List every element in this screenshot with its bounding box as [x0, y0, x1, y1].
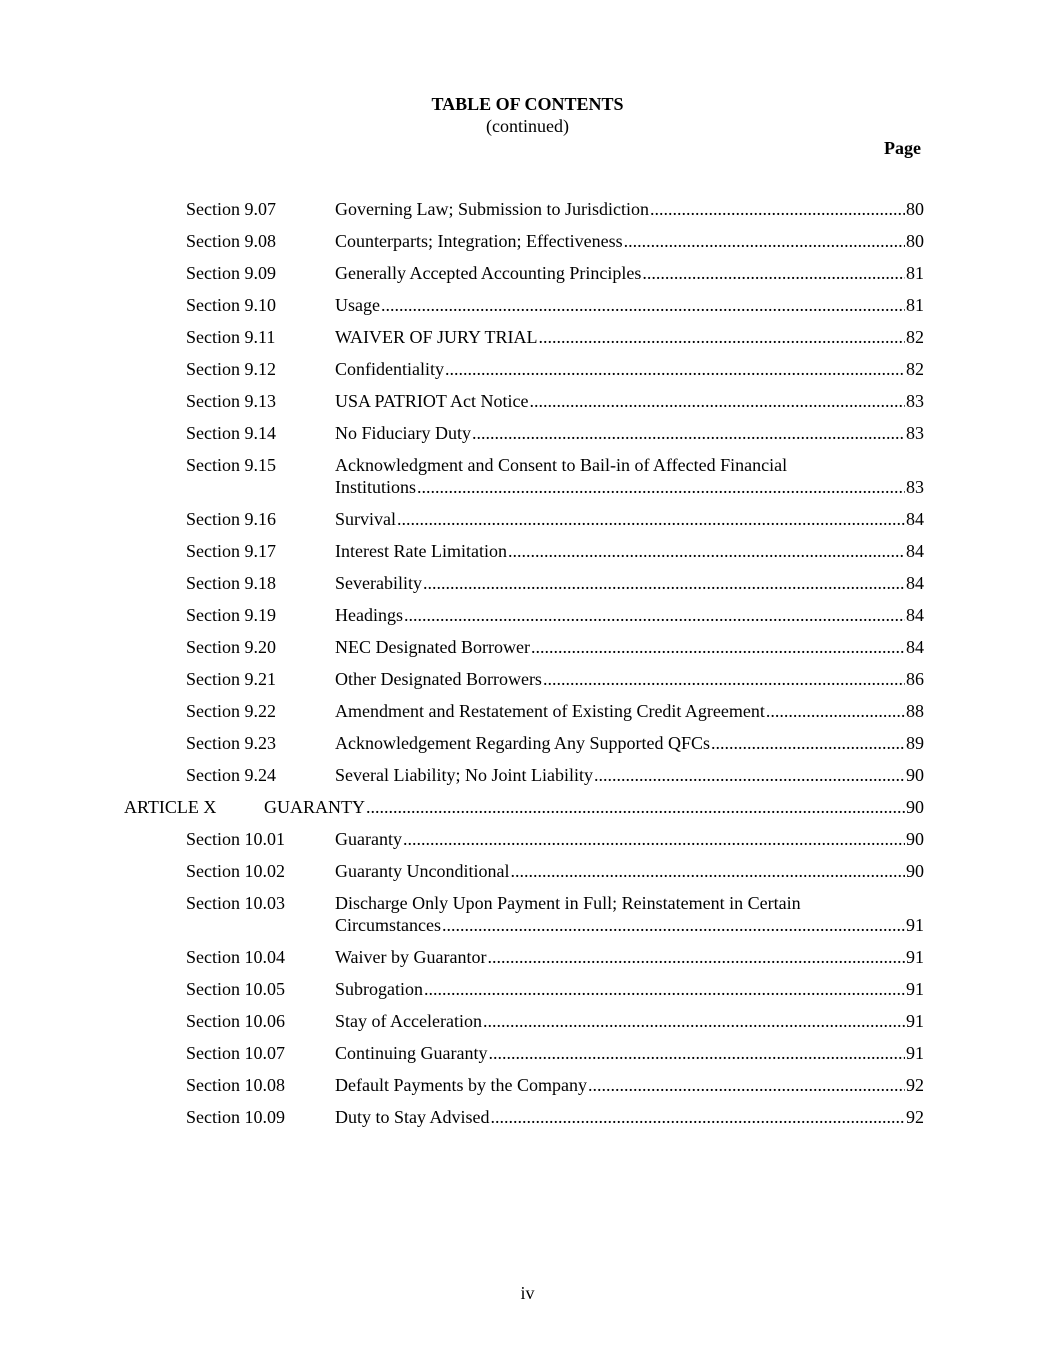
toc-section-number: Section 9.15	[186, 455, 276, 475]
toc-article-title: GUARANTY	[264, 797, 365, 817]
toc-page-number: 83	[906, 477, 924, 497]
toc-section-title: Acknowledgement Regarding Any Supported QFCs	[335, 733, 710, 753]
toc-entry[interactable]	[0, 946, 1055, 978]
toc-section-title: Governing Law; Submission to Jurisdiction	[335, 199, 649, 219]
toc-section-number: Section 9.11	[186, 327, 276, 347]
toc-section-title: Confidentiality	[335, 359, 444, 379]
toc-entry[interactable]	[0, 978, 1055, 1010]
toc-page-number: 90	[906, 765, 924, 785]
toc-page-number: 92	[906, 1107, 924, 1127]
dot-leader	[711, 732, 905, 754]
toc-entry[interactable]	[0, 604, 1055, 636]
toc-page-number: 90	[906, 797, 924, 817]
toc-section-title: Institutions	[335, 477, 417, 497]
toc-section-number: Section 9.12	[186, 359, 276, 379]
dot-leader	[403, 828, 905, 850]
toc-entry[interactable]	[0, 508, 1055, 540]
toc-section-number: Section 9.09	[186, 263, 276, 283]
dot-leader	[491, 1106, 905, 1128]
toc-section-number: Section 9.23	[186, 733, 276, 753]
dot-leader	[445, 358, 905, 380]
toc-article-number: ARTICLE X	[124, 797, 217, 817]
toc-section-title: WAIVER OF JURY TRIAL	[335, 327, 538, 347]
dot-leader	[594, 764, 905, 786]
toc-section-number: Section 9.21	[186, 669, 276, 689]
toc-entry[interactable]	[0, 700, 1055, 732]
toc-page-number: 84	[906, 605, 924, 625]
toc-section-number: Section 10.03	[186, 893, 285, 913]
dot-leader	[366, 796, 905, 818]
toc-entry[interactable]	[0, 390, 1055, 422]
toc-entry[interactable]	[0, 636, 1055, 668]
toc-entry[interactable]	[0, 1074, 1055, 1106]
toc-page-number: 91	[906, 1011, 924, 1031]
dot-leader	[766, 700, 905, 722]
toc-page-number: 88	[906, 701, 924, 721]
toc-page-number: 84	[906, 509, 924, 529]
toc-section-title: Counterparts; Integration; Effectiveness	[335, 231, 623, 251]
toc-section-number: Section 9.22	[186, 701, 276, 721]
toc-page-number: 90	[906, 861, 924, 881]
toc-section-title: Severability	[335, 573, 422, 593]
toc-section-number: Section 10.09	[186, 1107, 285, 1127]
toc-entry[interactable]	[0, 860, 1055, 892]
toc-section-number: Section 9.13	[186, 391, 276, 411]
toc-section-number: Section 10.05	[186, 979, 285, 999]
toc-section-number: Section 9.18	[186, 573, 276, 593]
toc-section-number: Section 10.01	[186, 829, 285, 849]
toc-section-number: Section 10.06	[186, 1011, 285, 1031]
toc-section-number: Section 9.08	[186, 231, 276, 251]
toc-page-number: 83	[906, 391, 924, 411]
toc-page-number: 81	[906, 263, 924, 283]
dot-leader	[488, 1042, 905, 1064]
toc-section-title: Survival	[335, 509, 396, 529]
toc-entry[interactable]	[0, 422, 1055, 454]
toc-section-title: No Fiduciary Duty	[335, 423, 471, 443]
toc-title: TABLE OF CONTENTS	[431, 94, 624, 114]
toc-entry[interactable]	[0, 540, 1055, 572]
toc-section-title: Subrogation	[335, 979, 423, 999]
toc-section-title: Waiver by Guarantor	[335, 947, 487, 967]
toc-section-title: Amendment and Restatement of Existing Credit Agreement	[335, 701, 765, 721]
toc-section-title: Generally Accepted Accounting Principles	[335, 263, 642, 283]
toc-section-number: Section 9.17	[186, 541, 276, 561]
toc-list	[0, 198, 1055, 1138]
toc-page-number: 83	[906, 423, 924, 443]
dot-leader	[483, 1010, 905, 1032]
toc-page-number: 86	[906, 669, 924, 689]
dot-leader	[543, 668, 905, 690]
toc-entry[interactable]	[0, 1010, 1055, 1042]
toc-entry[interactable]	[0, 454, 1055, 508]
toc-section-number: Section 9.16	[186, 509, 276, 529]
toc-section-title: Continuing Guaranty	[335, 1043, 488, 1063]
dot-leader	[442, 914, 905, 936]
toc-page-number: 91	[906, 947, 924, 967]
toc-entry[interactable]	[0, 1106, 1055, 1138]
toc-entry[interactable]	[0, 358, 1055, 390]
toc-section-number: Section 9.14	[186, 423, 276, 443]
toc-page-number: 84	[906, 541, 924, 561]
toc-section-title-line1: Discharge Only Upon Payment in Full; Reinstatement in Certain	[335, 893, 801, 913]
toc-section-number: Section 10.04	[186, 947, 285, 967]
toc-article-entry[interactable]	[0, 796, 1055, 828]
dot-leader	[624, 230, 905, 252]
toc-entry[interactable]	[0, 326, 1055, 358]
toc-entry[interactable]	[0, 668, 1055, 700]
dot-leader	[510, 860, 905, 882]
toc-section-title: Interest Rate Limitation	[335, 541, 507, 561]
dot-leader	[381, 294, 905, 316]
toc-page-number: 84	[906, 573, 924, 593]
dot-leader	[530, 390, 905, 412]
toc-section-number: Section 9.10	[186, 295, 276, 315]
toc-section-number: Section 9.19	[186, 605, 276, 625]
toc-section-title: Several Liability; No Joint Liability	[335, 765, 593, 785]
toc-page-number: 82	[906, 359, 924, 379]
toc-section-number: Section 10.08	[186, 1075, 285, 1095]
dot-leader	[397, 508, 905, 530]
dot-leader	[423, 572, 905, 594]
toc-section-title: Default Payments by the Company	[335, 1075, 587, 1095]
toc-section-title: Headings	[335, 605, 403, 625]
toc-section-title: USA PATRIOT Act Notice	[335, 391, 529, 411]
dot-leader	[650, 198, 905, 220]
toc-page-number: 80	[906, 199, 924, 219]
dot-leader	[508, 540, 905, 562]
toc-section-title: Usage	[335, 295, 380, 315]
dot-leader	[642, 262, 905, 284]
toc-entry[interactable]	[0, 892, 1055, 946]
toc-section-number: Section 10.07	[186, 1043, 285, 1063]
page-column-label: Page	[884, 138, 921, 158]
toc-section-title: Duty to Stay Advised	[335, 1107, 490, 1127]
toc-section-number: Section 9.20	[186, 637, 276, 657]
dot-leader	[539, 326, 905, 348]
toc-section-title: Other Designated Borrowers	[335, 669, 542, 689]
toc-page-number: 91	[906, 915, 924, 935]
toc-entry[interactable]	[0, 294, 1055, 326]
toc-page-number: 91	[906, 1043, 924, 1063]
toc-entry[interactable]	[0, 828, 1055, 860]
toc-page-number: 80	[906, 231, 924, 251]
dot-leader	[472, 422, 905, 444]
page-footer-number: iv	[520, 1283, 535, 1303]
toc-page-number: 81	[906, 295, 924, 315]
toc-entry[interactable]	[0, 732, 1055, 764]
toc-section-number: Section 10.02	[186, 861, 285, 881]
toc-section-title: Guaranty Unconditional	[335, 861, 510, 881]
toc-section-title: Stay of Acceleration	[335, 1011, 482, 1031]
dot-leader	[404, 604, 905, 626]
dot-leader	[488, 946, 906, 968]
dot-leader	[531, 636, 905, 658]
toc-subtitle: (continued)	[486, 116, 569, 136]
toc-entry[interactable]	[0, 764, 1055, 796]
toc-entry[interactable]	[0, 198, 1055, 230]
toc-entry[interactable]	[0, 230, 1055, 262]
toc-section-number: Section 9.07	[186, 199, 276, 219]
dot-leader	[588, 1074, 905, 1096]
toc-section-number: Section 9.24	[186, 765, 276, 785]
toc-page-number: 92	[906, 1075, 924, 1095]
toc-entry[interactable]	[0, 1042, 1055, 1074]
toc-section-title: Guaranty	[335, 829, 402, 849]
toc-section-title: Circumstances	[335, 915, 441, 935]
toc-entry[interactable]	[0, 262, 1055, 294]
dot-leader	[424, 978, 905, 1000]
toc-page-number: 82	[906, 327, 924, 347]
toc-page-number: 91	[906, 979, 924, 999]
toc-section-title-line1: Acknowledgment and Consent to Bail-in of Affected Financial	[335, 455, 788, 475]
toc-entry[interactable]	[0, 572, 1055, 604]
toc-section-title: NEC Designated Borrower	[335, 637, 530, 657]
dot-leader	[417, 476, 905, 498]
toc-page-number: 90	[906, 829, 924, 849]
toc-page-number: 89	[906, 733, 924, 753]
toc-page-number: 84	[906, 637, 924, 657]
